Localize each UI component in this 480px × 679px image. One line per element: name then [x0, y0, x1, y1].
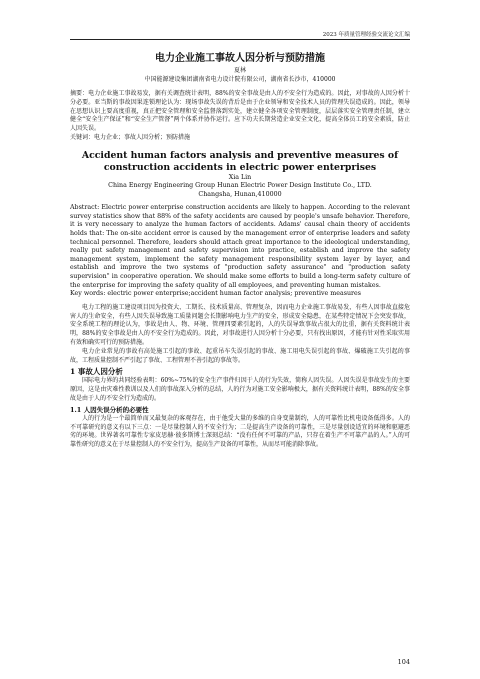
- subsection-heading-1-1: 1.1 人因失误分析的必要性: [70, 405, 149, 414]
- body-paragraph-3: 国际电力界的共同经验表明：60%~75%的安全生产事件归因于人的行为失效，简称人因失误。人因失误是事故发生的主要原因，这是由灾难性教训以及人们的事故深入分析的总结，人的行为对施工安全影响极大，据有关资料统计表明，88%的安全事故是由于人的不安全行为造成的。: [70, 377, 410, 402]
- body-paragraph-2: 电力企业常见的事故有高处施工引起的事故、起重吊车失误引起的事故、施工用电失误引起的事故、爆破施工失引起的事故，工程质量控制不严引起了事故、工程管理不善引起的事故等。: [70, 347, 410, 364]
- chinese-keywords: 关键词：电力企业；事故人因分析；预防措施: [70, 133, 191, 141]
- english-location: Changsha, Hunan,410000: [198, 190, 282, 198]
- page-number: 104: [397, 658, 410, 666]
- body-paragraph-1: 电力工程的施工建设项目因为投资大、工期长、技术质量高、管理复杂，因而电力企业施工事故易发，有些人因事故直接危害人的生命安全，有些人因失误导致施工质量问题会长期影响电力生产的安全，形成安全隐患，在某些特定情况下会突发事故，安全系统工程的理论认为，事故是由人、物、环境、管理四要素引起的，人的失误导致事故占很大的比重，据有关资料统计表明，88%的安全事故是由人的不安全行为造成的。因此，对事故进行人因分析十分必要，只有找出原因，才能有针对性采取实用有效和确实可行的预防措施。: [70, 303, 410, 346]
- chinese-author: 夏林: [233, 67, 246, 74]
- body-paragraph-4: 人的行为是一个最简单而又最复杂的客观存在，由于他受大量的多维的自身变量制约，人的可靠性比机电设备低得多。人的不可靠研究的意义有以下三点：一是尽量控制人的不安全行为；二是提高生产设备的可靠性，三是尽量创设适宜的环境和驱避恶劣的环境。世界著名可靠性专家皮思赫·彼多斯博士深刻总结：“没有任何不可靠的产品，只存在着生产不可靠产品的人。”人的可靠性研究的意义在于尽量控制人的不安全行为，提高生产设备的可靠性，从而尽可能消除事故。: [70, 414, 410, 449]
- english-author: Xia Lin: [228, 173, 252, 181]
- section-heading-1: 1 事故人因分析: [70, 367, 123, 377]
- english-title-line-2: construction accidents in electric power enterprises: [103, 161, 377, 173]
- paper-content: [70, 52, 410, 450]
- chinese-abstract: 摘要：电力企业施工事故易发，据有关调查统计表明，88%的安全事故是由人的不安全行为造成的。因此，对事故的人因分析十分必要。亚当斯的事故因果连锁理论认为：现场事故失误的背后是由于企业领导和安全技术人员的管理失误造成的。因此，领导在思想认识上要高度重视，真正把安全管理和安全监督落到实处，建立健全各项安全管理制度，层层落实安全管理责任制，建立健全“安全生产保证”和“安全生产管督”两个体系并协作运行。应下功夫长期营造企业安全文化，提高全体员工的安全素质，防止人因失误。: [70, 90, 410, 133]
- chinese-affiliation: 中国能源建设集团湖南省电力设计院有限公司，湖南省长沙市，410000: [144, 76, 336, 83]
- chinese-title: 电力企业施工事故人因分析与预防措施: [155, 53, 325, 64]
- english-keywords: Key words: electric power enterprise;accident human factor analysis; preventive measures: [70, 290, 361, 298]
- english-title-line-1: Accident human factors analysis and preventive measures of: [81, 149, 399, 161]
- english-affiliation: China Energy Engineering Group Hunan Electric Power Design Institute Co., LTD.: [108, 182, 372, 190]
- journal-header: 2023 年质量管理经验交流论文汇编: [70, 30, 410, 40]
- english-abstract: Abstract: Electric power enterprise construction accidents are likely to happen. According to the relevant survey statistics show that 88% of the safety accidents are caused by people's unsafe behavior. Therefore, it is very necessary to analyze the human factors of accidents. Adams' causal chain theory of accidents holds that: The on-site accident error is caused by the management error of enterprise leaders and safety technical personnel. Therefore, leaders should attach great importance to the ideological understanding, really put safety management and safety supervision into practice, establish and improve the safety management system, implement the safety management responsibility system layer by layer, and establish and improve the two systems of "production safety assurance" and "production safety supervision" in cooperative operation. We should make some efforts to build a long-term safety culture of the enterprise for improving the safety quality of all employees, and preventing human mistakes.: [70, 204, 410, 289]
